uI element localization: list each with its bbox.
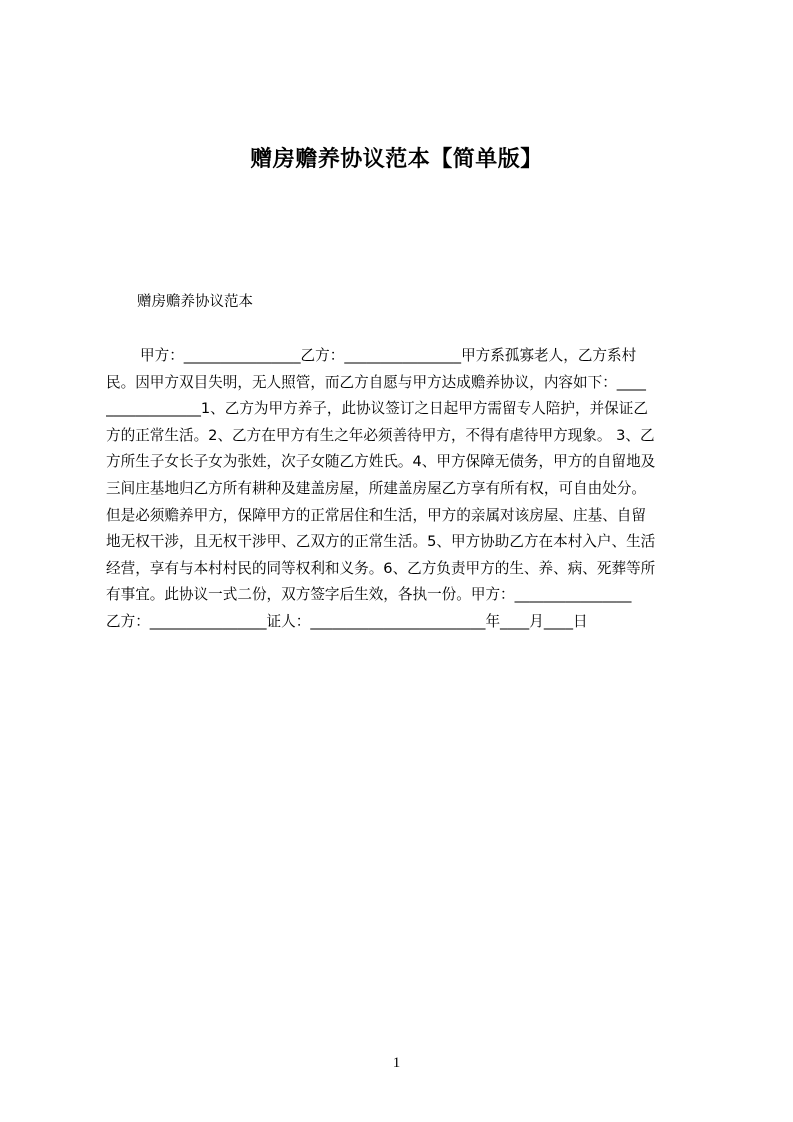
body-line: 三间庄基地归乙方所有耕种及建盖房屋，所建盖房屋乙方享有所有权，可自由处分。 [106, 479, 646, 497]
body-line: 有事宜。此协议一式二份，双方签字后生效，各执一份。甲方：________________ [106, 586, 632, 604]
body-line: 但是必须赡养甲方，保障甲方的正常居住和生活，甲方的亲属对该房屋、庄基、自留 [106, 506, 646, 524]
body-line: 民。因甲方双目失明，无人照管，而乙方自愿与甲方达成赡养协议，内容如下：____ [106, 373, 646, 391]
document-title: 赠房赡养协议范本【简单版】 [250, 147, 543, 172]
body-line: 方所生子女长子女为张姓，次子女随乙方姓氏。4、甲方保障无债务，甲方的自留地及 [106, 453, 656, 471]
document-subtitle: 赠房赡养协议范本 [137, 294, 253, 310]
agreement-body [106, 343, 697, 636]
body-line: 方的正常生活。2、乙方在甲方有生之年必须善待甲方，不得有虐待甲方现象。 3、乙 [106, 426, 655, 444]
body-line: _____________1、乙方为甲方养子，此协议签订之日起甲方需留专人陪护，并保证乙 [106, 400, 648, 418]
body-line: 地无权干涉，且无权干涉甲、乙双方的正常生活。5、甲方协助乙方在本村入户、生活 [106, 533, 656, 551]
body-line: 经营，享有与本村村民的同等权利和义务。6、乙方负责甲方的生、养、病、死葬等所 [106, 559, 656, 577]
body-line: 乙方：________________证人：________________________年____月____日 [106, 612, 588, 630]
page-number: 1 [392, 1055, 401, 1071]
body-line: 甲方：________________乙方：________________甲方系孤寡老人，乙方系村 [140, 347, 637, 364]
